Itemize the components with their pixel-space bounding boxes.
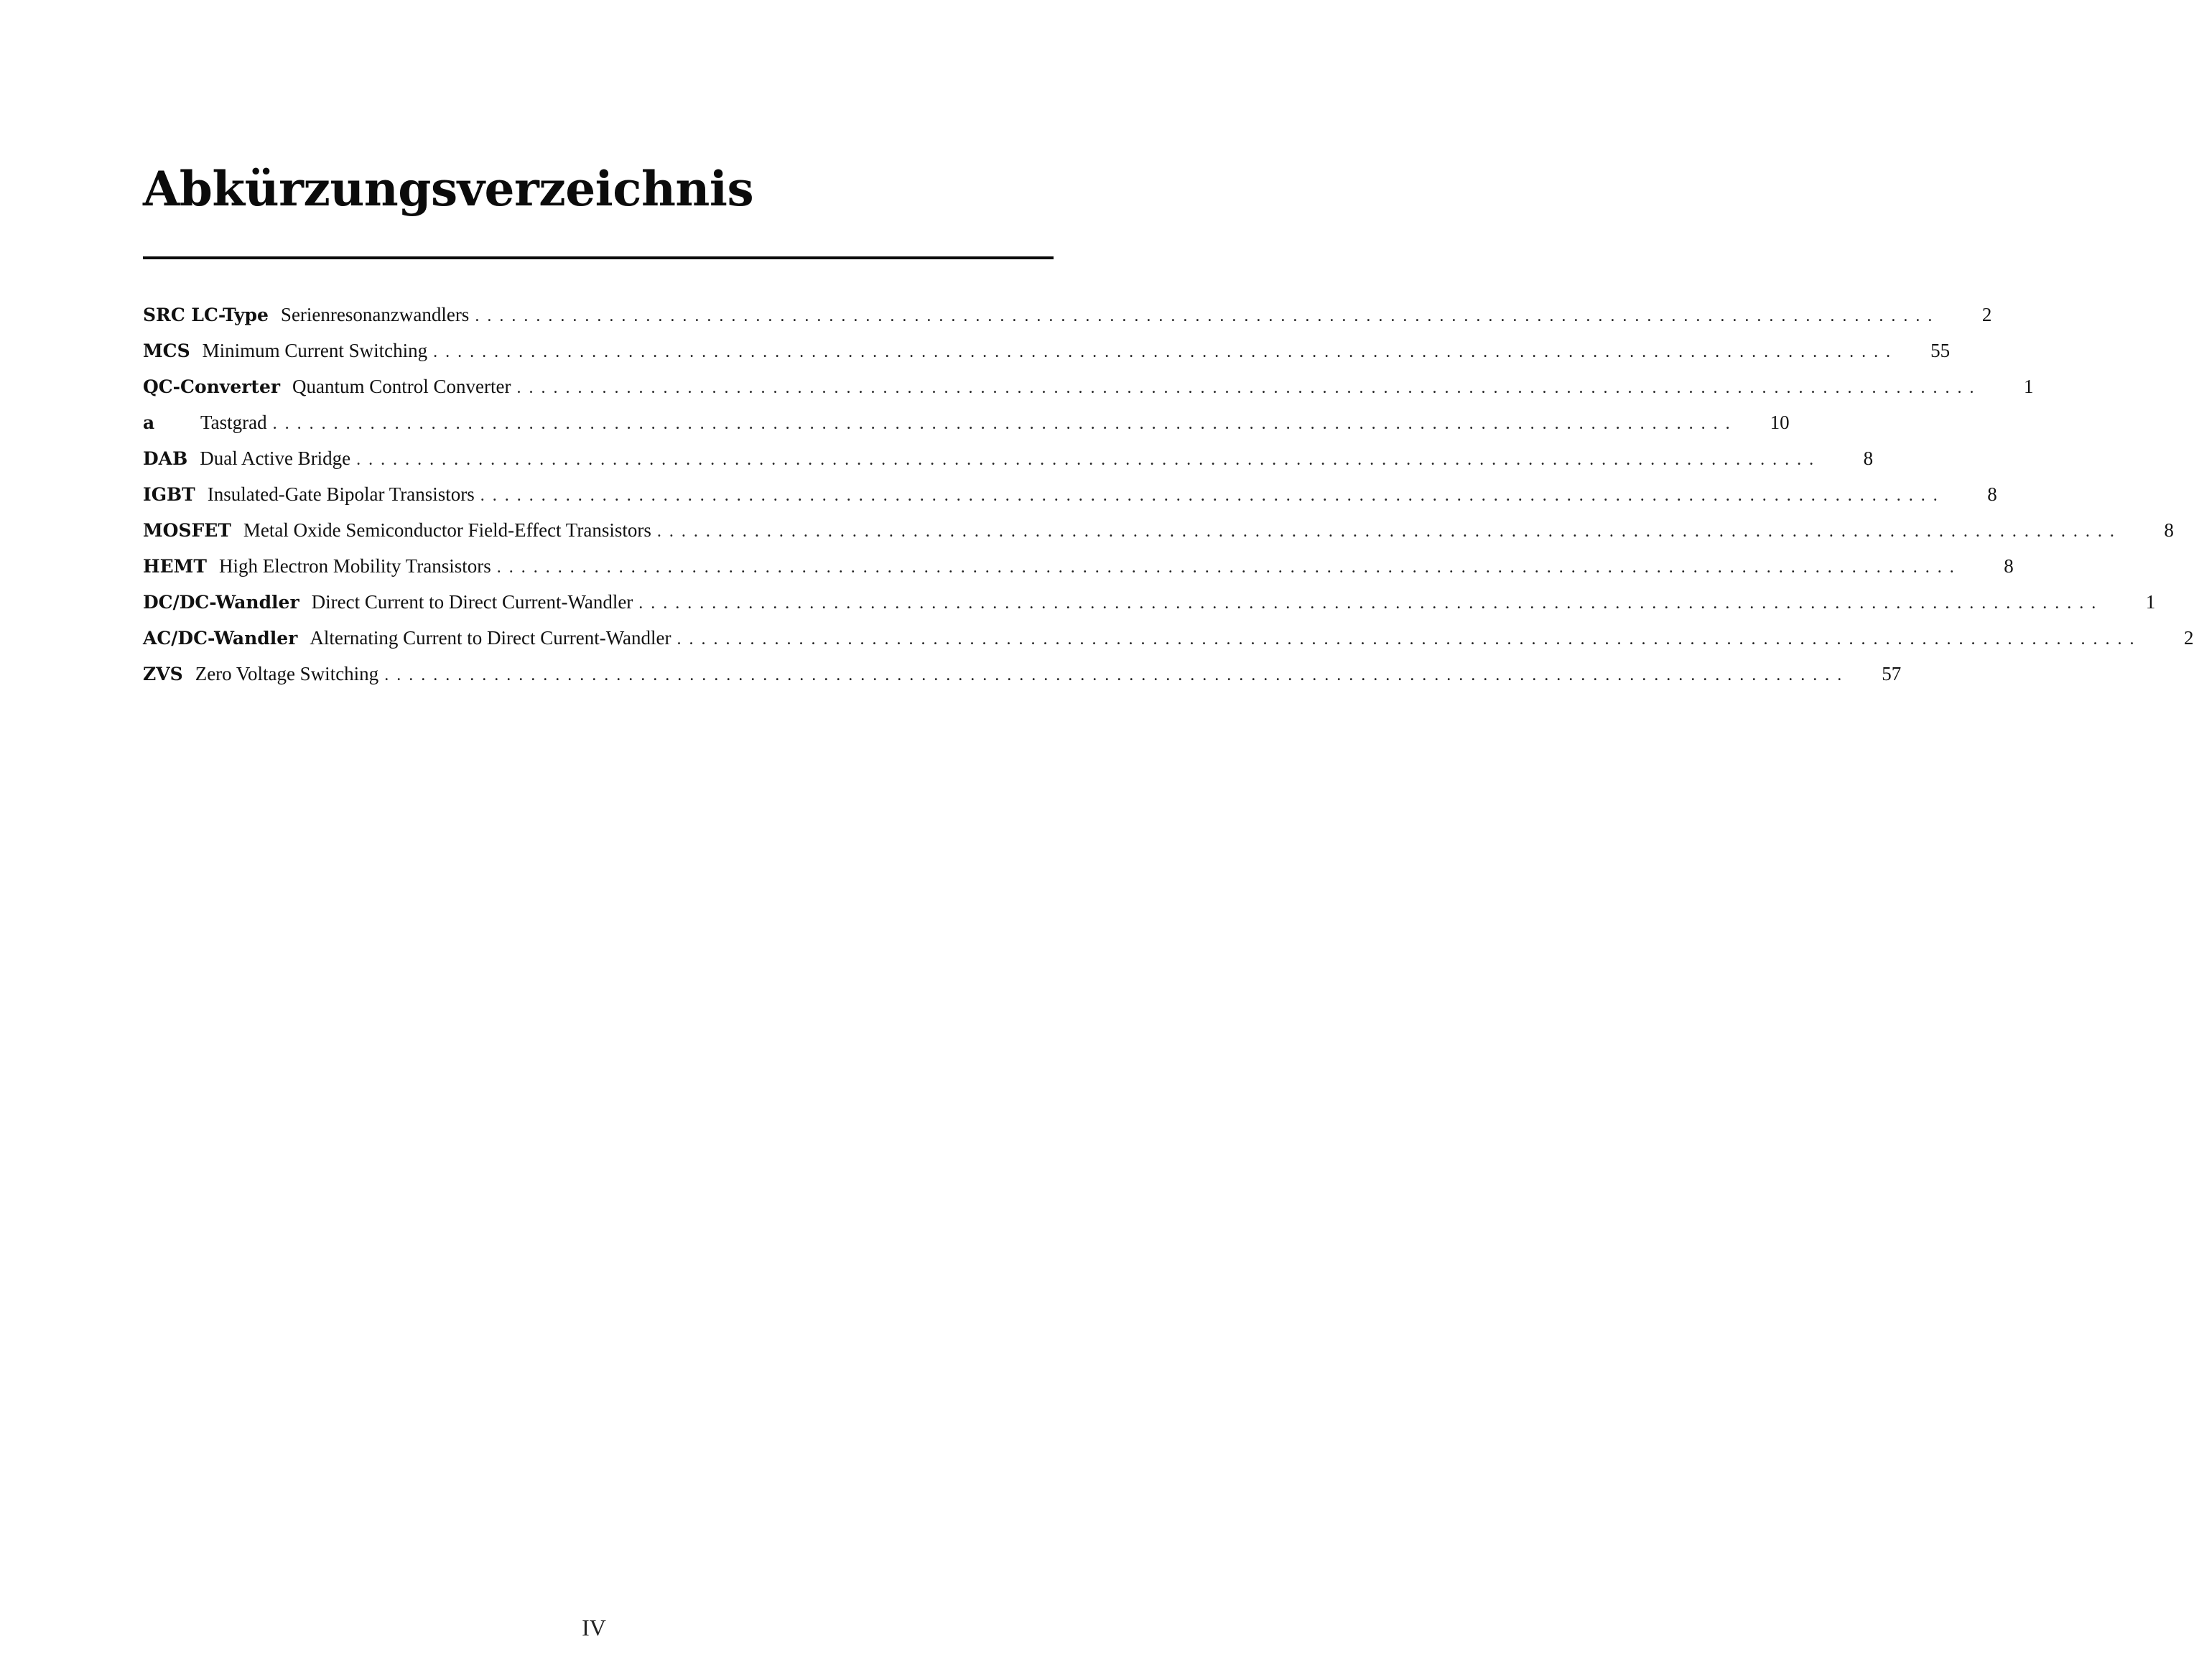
- abbreviation-entry: [143, 620, 2194, 656]
- abbreviation-entry: [143, 297, 1992, 333]
- abbreviation-entry: [143, 440, 1874, 476]
- abbreviation-term: DAB: [143, 448, 188, 469]
- title-rule: [143, 256, 1054, 259]
- abbreviation-entry: [143, 368, 2034, 404]
- page-reference: 57: [1882, 663, 1902, 684]
- page-reference: 8: [2004, 555, 2014, 577]
- abbreviation-description: High Electron Mobility Transistors: [218, 555, 491, 577]
- page-reference: 8: [1863, 447, 1874, 469]
- dot-leader: ........................................................................................................................: [677, 630, 2142, 649]
- abbreviation-term: a: [143, 412, 155, 433]
- page-title: Abkürzungsverzeichnis: [143, 161, 754, 217]
- page-number-footer: IV: [582, 1615, 606, 1640]
- abbreviation-description: Quantum Control Converter: [292, 376, 511, 397]
- abbreviation-term: MCS: [143, 340, 190, 361]
- abbreviation-description: Metal Oxide Semiconductor Field-Effect Transistors: [243, 519, 651, 541]
- abbreviation-term: MOSFET: [143, 520, 231, 541]
- abbreviation-description: Dual Active Bridge: [200, 447, 351, 469]
- abbreviation-term: ZVS: [143, 664, 183, 684]
- page-reference: 55: [1930, 340, 1951, 361]
- abbreviation-entry: [143, 333, 1951, 368]
- dot-leader: ........................................................................................................................: [480, 486, 1946, 505]
- abbreviation-description: Zero Voltage Switching: [195, 663, 379, 684]
- abbreviation-entry: [143, 404, 1790, 440]
- abbreviation-description: Minimum Current Switching: [202, 340, 428, 361]
- page-reference: 1: [2145, 591, 2156, 613]
- abbreviation-description: Alternating Current to Direct Current-Wandler: [310, 627, 671, 649]
- abbreviation-entry: [143, 548, 2014, 584]
- abbreviation-description: Insulated-Gate Bipolar Transistors: [207, 483, 475, 505]
- abbreviation-term: HEMT: [143, 556, 207, 577]
- abbreviation-list: [143, 297, 2194, 692]
- dot-leader: ........................................................................................................................: [638, 594, 2104, 613]
- dot-leader: ........................................................................................................................: [475, 307, 1940, 325]
- abbreviation-description: Serienresonanzwandlers: [280, 304, 470, 325]
- abbreviation-description: Direct Current to Direct Current-Wandler: [311, 591, 633, 613]
- dot-leader: ........................................................................................................................: [272, 414, 1738, 433]
- page-reference: 1: [2023, 376, 2034, 397]
- dot-leader: ........................................................................................................................: [516, 379, 1982, 397]
- abbreviation-entry: [143, 512, 2174, 548]
- page-reference: 8: [1987, 483, 1997, 505]
- page-reference: 2: [2184, 627, 2194, 649]
- page-reference: 2: [1981, 304, 1992, 325]
- dot-leader: ........................................................................................................................: [433, 343, 1899, 361]
- dot-leader: ........................................................................................................................: [356, 450, 1822, 469]
- page-reference: 8: [2164, 519, 2174, 541]
- abbreviation-entry: [143, 584, 2156, 620]
- abbreviation-entry: [143, 476, 1997, 512]
- abbreviation-description: Tastgrad: [200, 412, 267, 433]
- abbreviation-term: AC/DC-Wandler: [143, 628, 298, 649]
- abbreviation-term: QC-Converter: [143, 376, 281, 397]
- abbreviation-term: DC/DC-Wandler: [143, 592, 299, 613]
- abbreviation-term: SRC LC-Type: [143, 305, 269, 325]
- dot-leader: ........................................................................................................................: [656, 522, 2122, 541]
- page-reference: 10: [1770, 412, 1790, 433]
- abbreviation-term: IGBT: [143, 484, 195, 505]
- dot-leader: ........................................................................................................................: [384, 666, 1850, 684]
- abbreviation-entry: [143, 656, 1902, 692]
- dot-leader: ........................................................................................................................: [496, 558, 1962, 577]
